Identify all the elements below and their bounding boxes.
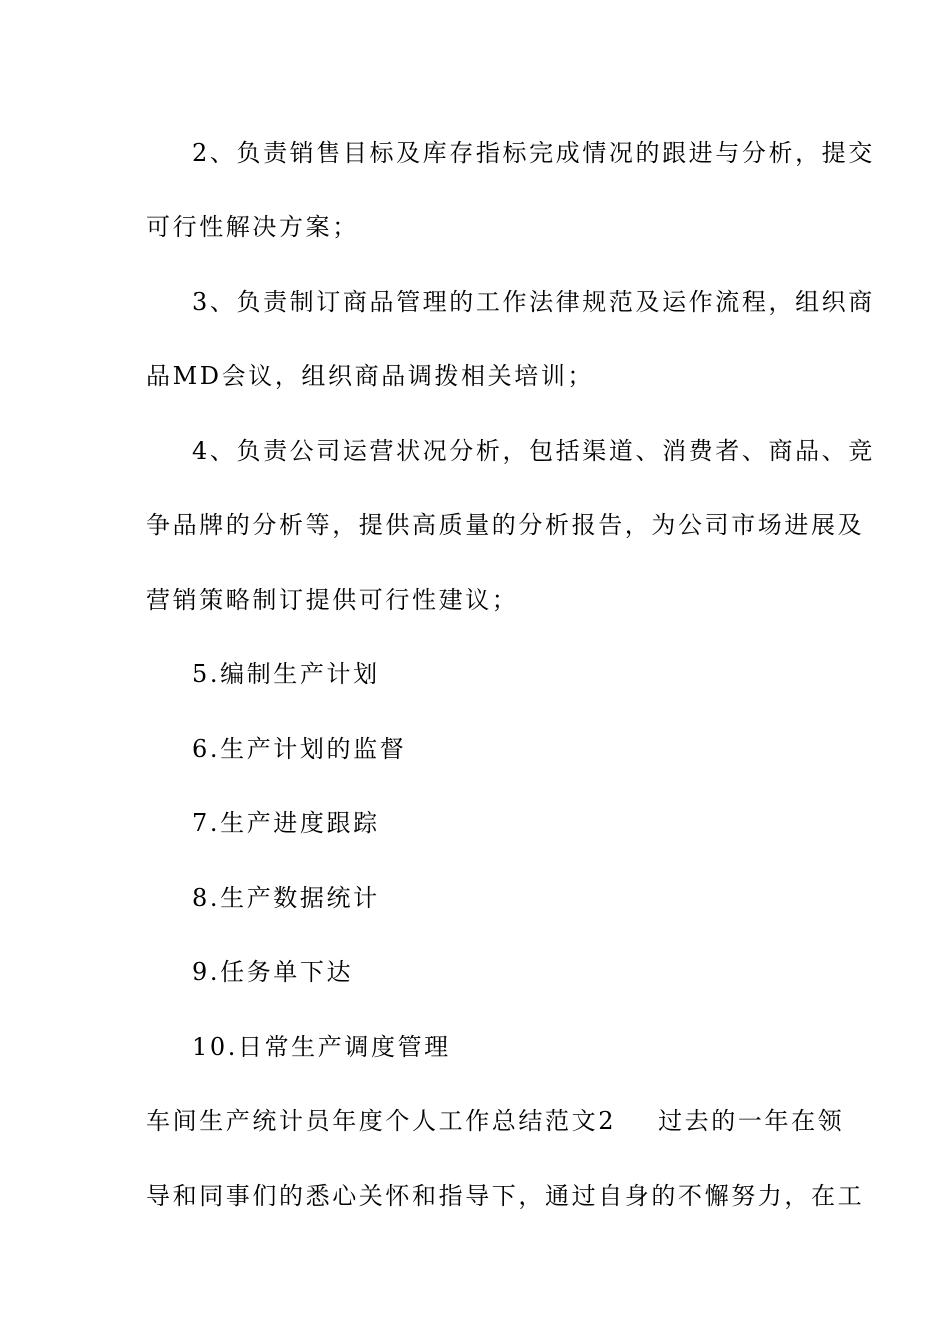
list-item: 7.生产进度跟踪 [192,809,380,837]
paragraph-line: 2、负责销售目标及库存指标完成情况的跟进与分析，提交 [192,139,875,167]
list-item: 10.日常生产调度管理 [192,1033,451,1061]
paragraph-line: 可行性解决方案； [146,213,359,241]
section-title: 车间生产统计员年度个人工作总结范文2 [146,1107,617,1135]
list-item: 9.任务单下达 [192,958,354,986]
section-intro: 过去的一年在领 [658,1107,845,1135]
list-item: 8.生产数据统计 [192,884,380,912]
list-item: 5.编制生产计划 [192,660,380,688]
paragraph-line: 3、负责制订商品管理的工作法律规范及运作流程，组织商 [192,288,875,316]
paragraph-line: 导和同事们的悉心关怀和指导下，通过自身的不懈努力，在工 [146,1182,865,1210]
paragraph-line: 争品牌的分析等，提供高质量的分析报告，为公司市场进展及 [146,511,865,539]
section-heading-line [146,1106,845,1136]
paragraph-line: 品MD会议，组织商品调拨相关培训； [146,362,595,390]
paragraph-line: 营销策略制订提供可行性建议； [146,586,519,614]
paragraph-line: 4、负责公司运营状况分析，包括渠道、消费者、商品、竞 [192,437,875,465]
list-item: 6.生产计划的监督 [192,735,407,763]
